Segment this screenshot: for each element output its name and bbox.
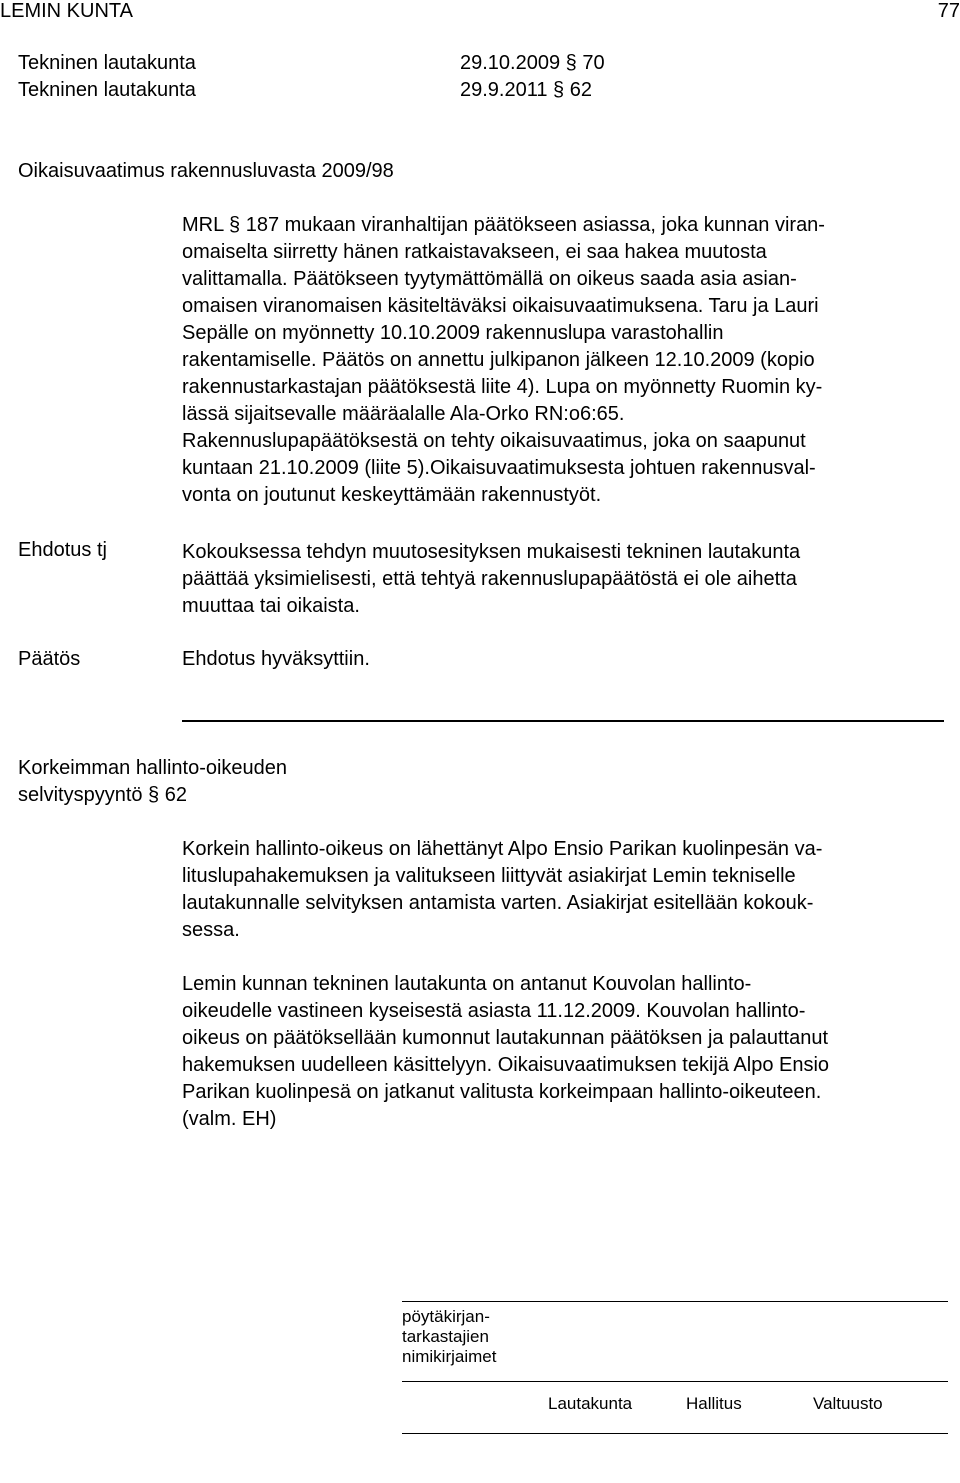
text-line: rakennustarkastajan päätöksestä liite 4). Lupa on myönnetty Ruomin ky- bbox=[182, 376, 823, 398]
text-line: omaisen viranomaisen käsiteltäväksi oikaisuvaatimuksena. Taru ja Lauri bbox=[182, 295, 819, 317]
text-line: rakentamiselle. Päätös on annettu julkipanon jälkeen 12.10.2009 (kopio bbox=[182, 349, 815, 371]
text-line: Sepälle on myönnetty 10.10.2009 rakennuslupa varastohallin bbox=[182, 322, 724, 344]
reference-date-2: 29.9.2011 § 62 bbox=[460, 79, 592, 101]
reference-board: Tekninen lautakunta bbox=[18, 79, 196, 101]
text-line: sessa. bbox=[182, 919, 240, 941]
text-line: Kokouksessa tehdyn muutosesityksen mukaisesti tekninen lautakunta bbox=[182, 541, 801, 563]
footer-bottom-rule bbox=[402, 1433, 948, 1434]
text-line: oikeudelle vastineen kyseisestä asiasta 11.12.2009. Kouvolan hallinto- bbox=[182, 1000, 806, 1022]
decision-label: Päätös bbox=[18, 648, 81, 670]
paragraph-1 bbox=[182, 836, 952, 944]
section-title-line1: Korkeimman hallinto-oikeuden bbox=[18, 757, 288, 779]
text-line: (valm. EH) bbox=[182, 1108, 277, 1130]
text-line: Lemin kunnan tekninen lautakunta on antanut Kouvolan hallinto- bbox=[182, 973, 752, 995]
municipality-name: LEMIN KUNTA bbox=[0, 0, 133, 22]
footer-middle-rule bbox=[402, 1381, 948, 1382]
reference-date-1: 29.10.2009 § 70 bbox=[460, 52, 605, 74]
signature-label-line: nimikirjaimet bbox=[402, 1347, 497, 1366]
footer-col-hallitus: Hallitus bbox=[686, 1394, 742, 1413]
proposal-text bbox=[182, 539, 952, 620]
text-line: Parikan kuolinpesä on jatkanut valitusta korkeimpaan hallinto-oikeuteen. bbox=[182, 1081, 822, 1103]
text-line: kuntaan 21.10.2009 (liite 5).Oikaisuvaatimuksesta johtuen rakennusval- bbox=[182, 457, 816, 479]
page-number: 77 bbox=[937, 0, 960, 22]
section-title: Oikaisuvaatimus rakennusluvasta 2009/98 bbox=[18, 160, 394, 182]
text-line: valittamalla. Päätökseen tyytymättömällä on oikeus saada asia asian- bbox=[182, 268, 797, 290]
reference-board: Tekninen lautakunta bbox=[18, 52, 196, 74]
text-line: hakemuksen uudelleen käsittelyyn. Oikaisuvaatimuksen tekijä Alpo Ensio bbox=[182, 1054, 830, 1076]
text-line: päättää yksimielisesti, että tehtyä rakennuslupapäätöstä ei ole aihetta bbox=[182, 568, 797, 590]
signature-label-line: tarkastajien bbox=[402, 1327, 489, 1346]
text-line: omaiselta siirretty hänen ratkaistavakseen, ei saa hakea muutosta bbox=[182, 241, 767, 263]
text-line: lässä sijaitsevalle määräalalle Ala-Orko RN:o6:65. bbox=[182, 403, 625, 425]
section-divider bbox=[182, 720, 944, 722]
proposal-label: Ehdotus tj bbox=[18, 539, 107, 561]
text-line: Korkein hallinto-oikeus on lähettänyt Alpo Ensio Parikan kuolinpesän va- bbox=[182, 838, 823, 860]
footer-col-lautakunta: Lautakunta bbox=[548, 1394, 633, 1413]
footer-top-rule bbox=[402, 1301, 948, 1302]
text-line: MRL § 187 mukaan viranhaltijan päätökseen asiassa, joka kunnan viran- bbox=[182, 214, 825, 236]
text-line: oikeus on päätöksellään kumonnut lautakunnan päätöksen ja palauttanut bbox=[182, 1027, 829, 1049]
reference-line-1 bbox=[18, 52, 196, 75]
decision-text: Ehdotus hyväksyttiin. bbox=[182, 648, 370, 670]
text-line: lituslupahakemuksen ja valitukseen liittyvät asiakirjat Lemin tekniselle bbox=[182, 865, 796, 887]
section-body bbox=[182, 212, 952, 509]
paragraph-2 bbox=[182, 971, 952, 1133]
signature-label bbox=[402, 1307, 496, 1367]
text-line: vonta on joutunut keskeyttämään rakennustyöt. bbox=[182, 484, 602, 506]
text-line: muuttaa tai oikaista. bbox=[182, 595, 360, 617]
section-title-line2: selvityspyyntö § 62 bbox=[18, 784, 187, 806]
text-line: Rakennuslupapäätöksestä on tehty oikaisuvaatimus, joka on saapunut bbox=[182, 430, 806, 452]
signature-label-line: pöytäkirjan- bbox=[402, 1307, 490, 1326]
footer-col-valtuusto: Valtuusto bbox=[813, 1394, 883, 1413]
text-line: lautakunnalle selvityksen antamista varten. Asiakirjat esitellään kokouk- bbox=[182, 892, 814, 914]
reference-line-2 bbox=[18, 79, 196, 102]
